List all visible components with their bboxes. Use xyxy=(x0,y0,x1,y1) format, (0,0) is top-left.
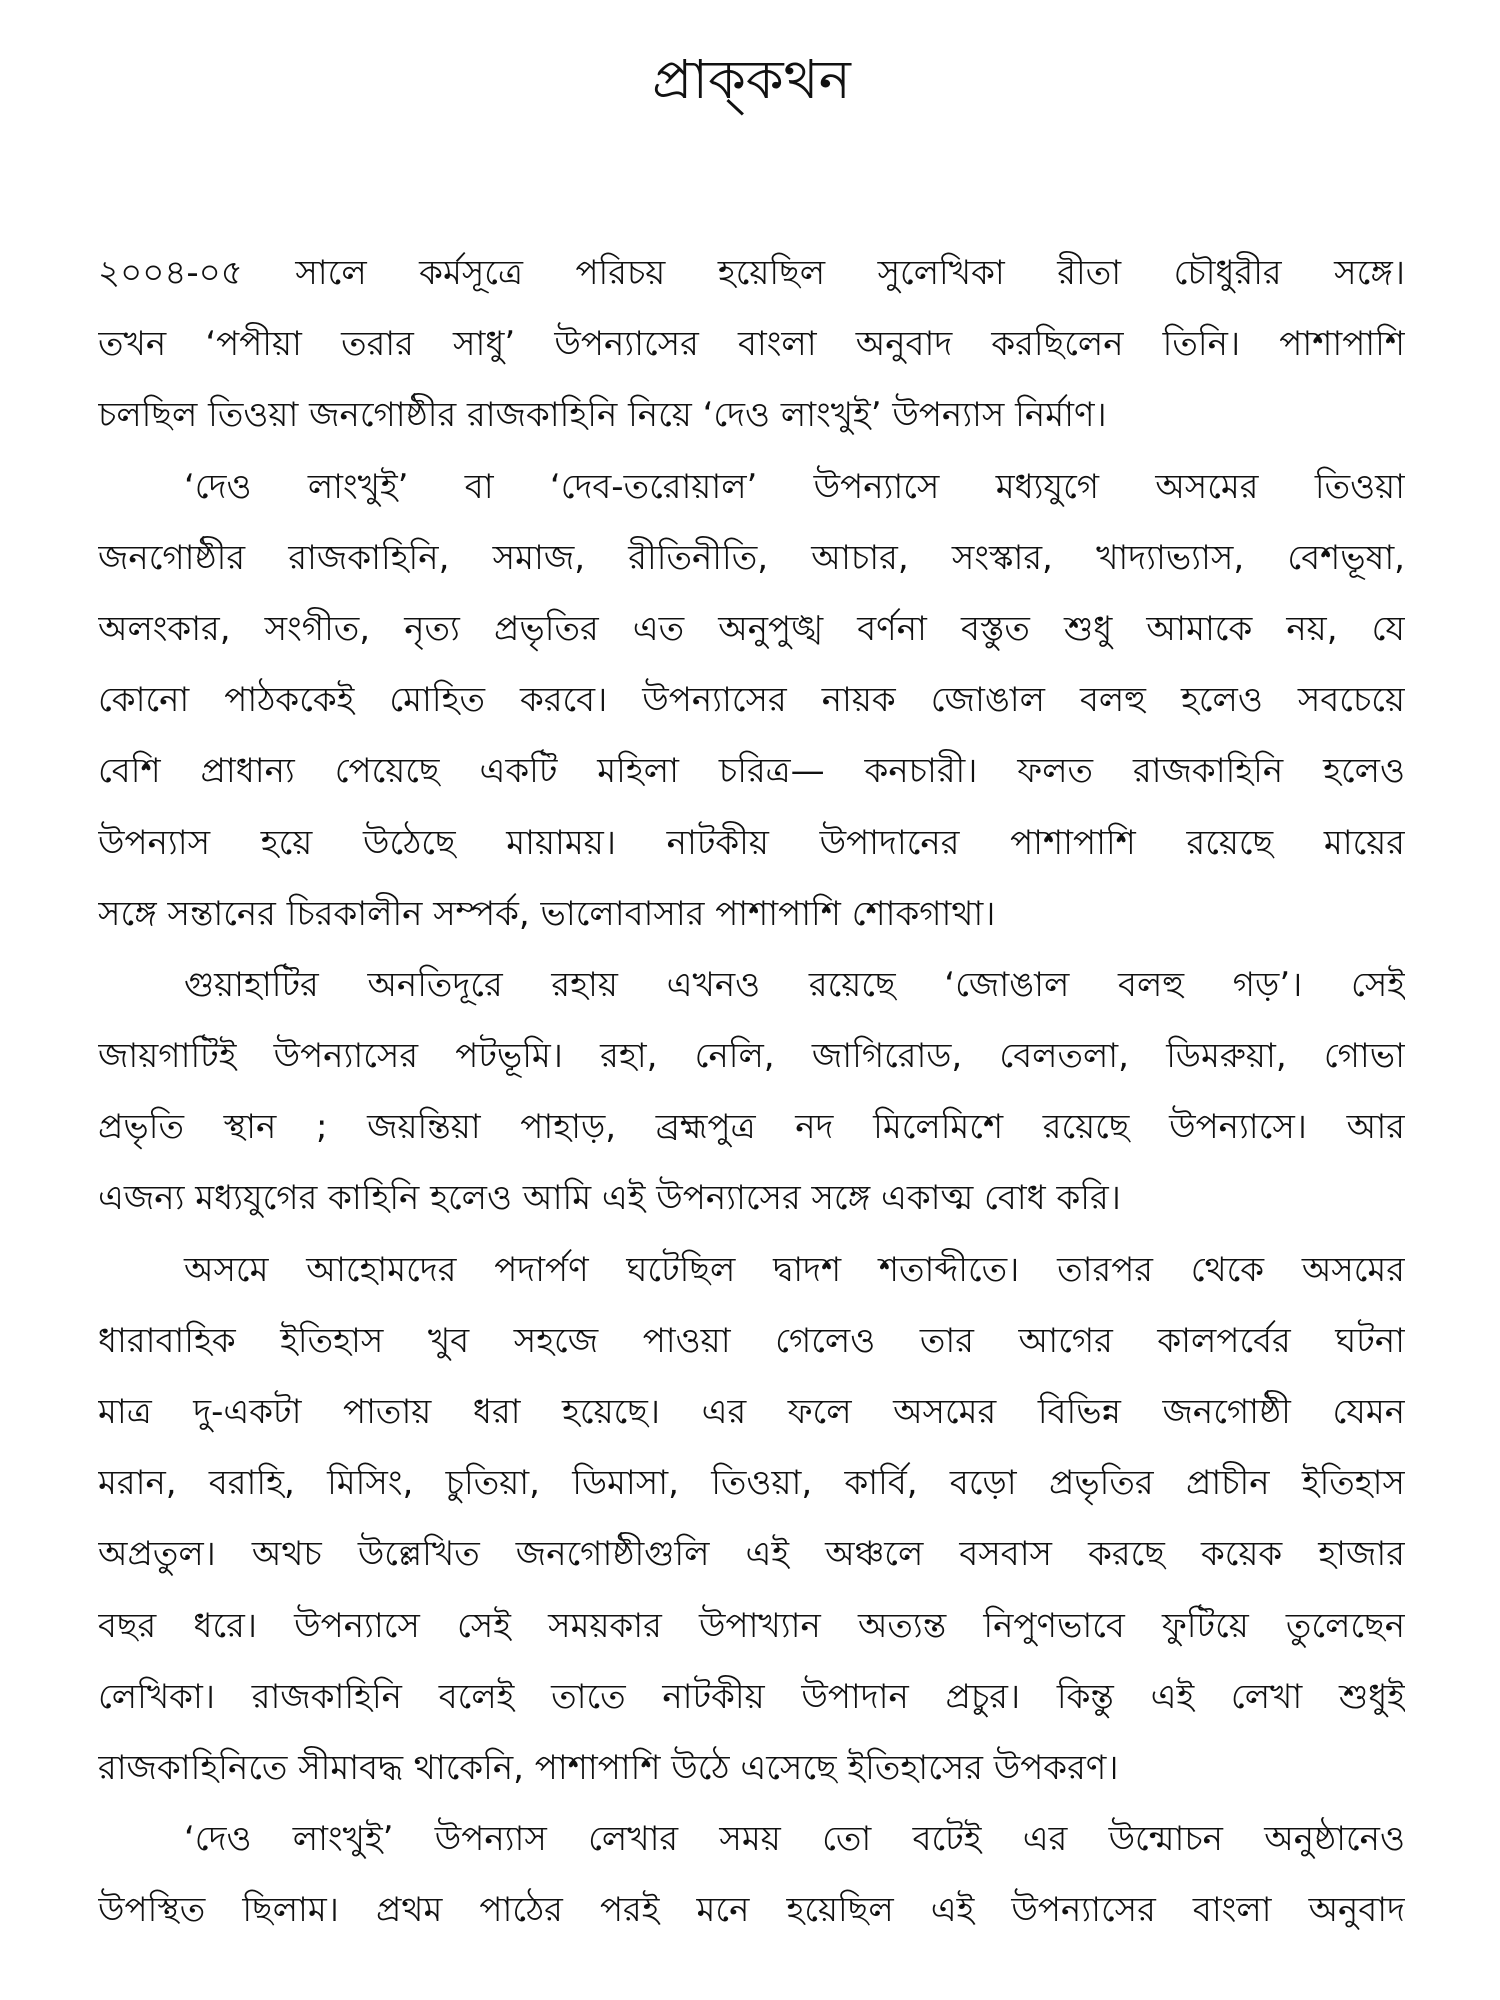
text-line: তখন ‘পপীয়া তরার সাধু’ উপন্যাসের বাংলা অনুবাদ করছিলেন তিনি। পাশাপাশি xyxy=(98,324,1405,365)
text-line: উপস্থিত ছিলাম। প্রথম পাঠের পরই মনে হয়েছিল এই উপন্যাসের বাংলা অনুবাদ xyxy=(98,1890,1405,1931)
text-line: কোনো পাঠককেই মোহিত করবে। উপন্যাসের নায়ক জোঙাল বলহু হলেও সবচেয়ে xyxy=(98,680,1405,721)
text-line: ২০০৪-০৫ সালে কর্মসূত্রে পরিচয় হয়েছিল সুলেখিকা রীতা চৌধুরীর সঙ্গে। xyxy=(98,253,1405,293)
text-line: অসমে আহোমদের পদার্পণ ঘটেছিল দ্বাদশ শতাব্দীতে। তারপর থেকে অসমের xyxy=(184,1249,1405,1290)
text-line: এজন্য মধ্যযুগের কাহিনি হলেও আমি এই উপন্যাসের সঙ্গে একাত্ম বোধ করি। xyxy=(98,1178,1121,1219)
page-title: প্রাক্‌কথন xyxy=(652,48,851,111)
text-line: রাজকাহিনিতে সীমাবদ্ধ থাকেনি, পাশাপাশি উঠে এসেছে ইতিহাসের উপকরণ। xyxy=(98,1747,1119,1788)
text-line: জায়গাটিই উপন্যাসের পটভূমি। রহা, নেলি, জাগিরোড, বেলতলা, ডিমরুয়া, গোভা xyxy=(98,1036,1405,1077)
text-line: ধারাবাহিক ইতিহাস খুব সহজে পাওয়া গেলেও তার আগের কালপর্বের ঘটনা xyxy=(98,1320,1405,1361)
text-line: মাত্র দু-একটা পাতায় ধরা হয়েছে। এর ফলে অসমের বিভিন্ন জনগোষ্ঠী যেমন xyxy=(98,1392,1405,1432)
text-line: জনগোষ্ঠীর রাজকাহিনি, সমাজ, রীতিনীতি, আচার, সংস্কার, খাদ্যাভ্যাস, বেশভূষা, xyxy=(98,537,1405,578)
text-line: ‘দেও লাংখুই’ উপন্যাস লেখার সময় তো বটেই এর উন্মোচন অনুষ্ঠানেও xyxy=(184,1819,1405,1860)
body-text xyxy=(98,238,1405,1947)
text-line: মরান, বরাহি, মিসিং, চুতিয়া, ডিমাসা, তিওয়া, কার্বি, বড়ো প্রভৃতির প্রাচীন ইতিহাস xyxy=(98,1463,1405,1504)
text-line: বেশি প্রাধান্য পেয়েছে একটি মহিলা চরিত্র— কনচারী। ফলত রাজকাহিনি হলেও xyxy=(98,751,1405,792)
text-line: অলংকার, সংগীত, নৃত্য প্রভৃতির এত অনুপুঙ্খ বর্ণনা বস্তুত শুধু আমাকে নয়, যে xyxy=(98,608,1405,649)
text-line: উপন্যাস হয়ে উঠেছে মায়াময়। নাটকীয় উপাদানের পাশাপাশি রয়েছে মায়ের xyxy=(98,822,1405,863)
text-line: ‘দেও লাংখুই’ বা ‘দেব-তরোয়াল’ উপন্যাসে মধ্যযুগে অসমের তিওয়া xyxy=(184,466,1405,507)
text-line: লেখিকা। রাজকাহিনি বলেই তাতে নাটকীয় উপাদান প্রচুর। কিন্তু এই লেখা শুধুই xyxy=(98,1676,1405,1717)
text-line: প্রভৃতি স্থান ; জয়ন্তিয়া পাহাড়, ব্রহ্মপুত্র নদ মিলেমিশে রয়েছে উপন্যাসে। আর xyxy=(98,1107,1405,1148)
text-line: অপ্রতুল। অথচ উল্লেখিত জনগোষ্ঠীগুলি এই অঞ্চলে বসবাস করছে কয়েক হাজার xyxy=(98,1534,1405,1575)
text-line: বছর ধরে। উপন্যাসে সেই সময়কার উপাখ্যান অত্যন্ত নিপুণভাবে ফুটিয়ে তুলেছেন xyxy=(98,1605,1405,1646)
text-line: গুয়াহাটির অনতিদূরে রহায় এখনও রয়েছে ‘জোঙাল বলহু গড়’। সেই xyxy=(184,964,1405,1005)
text-line: চলছিল তিওয়া জনগোষ্ঠীর রাজকাহিনি নিয়ে ‘দেও লাংখুই’ উপন্যাস নির্মাণ। xyxy=(98,395,1107,436)
text-line: সঙ্গে সন্তানের চিরকালীন সম্পর্ক, ভালোবাসার পাশাপাশি শোকগাথা। xyxy=(98,893,996,934)
